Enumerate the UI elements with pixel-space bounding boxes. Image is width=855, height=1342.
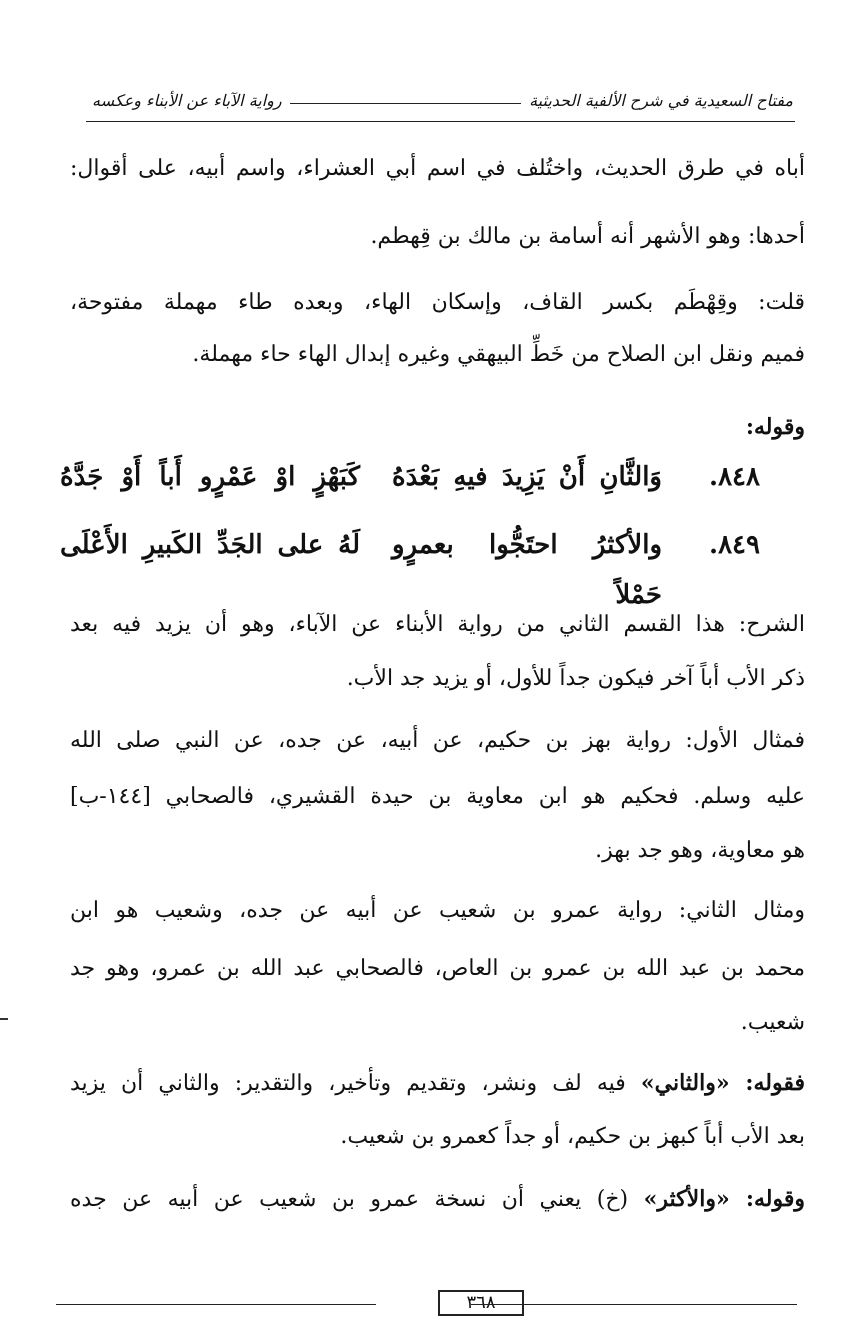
text-line xyxy=(70,1170,805,1228)
text-line: أحدها: وهو الأشهر أنه أسامة بن مالك بن قِهطم. xyxy=(370,224,805,249)
text-line: فمثال الأول: رواية بهز بن حكيم، عن أبيه، عن جده، عن النبي صلى الله xyxy=(70,728,805,753)
verse-second-hemistich: كَبَهْزٍ اوْ عَمْرٍو أَباً أَوْ جَدَّهُ xyxy=(60,462,360,492)
text-line: قلت: وقِهْطَم بكسر القاف، وإسكان الهاء، وبعده طاء مهملة مفتوحة، xyxy=(70,290,805,315)
verse-first-hemistich: وَالثَّانِ أَنْ يَزِيدَ فيهِ بَعْدَهُ xyxy=(392,462,662,492)
quoted-term: فقوله: «والثاني» xyxy=(640,1070,805,1096)
text-line: ومثال الثاني: رواية عمرو بن شعيب عن أبيه عن جده، وشعيب هو ابن xyxy=(70,898,805,923)
header-rule xyxy=(86,121,795,122)
margin-mark xyxy=(0,1018,8,1020)
text-line: الشرح: هذا القسم الثاني من رواية الأبناء عن الآباء، وهو أن يزيد فيه بعد xyxy=(70,612,805,637)
verse-intro: وقوله: xyxy=(745,414,805,440)
text-line: فميم ونقل ابن الصلاح من خَطِّ البيهقي وغيره إبدال الهاء حاء مهملة. xyxy=(192,342,805,367)
verse-number: ٨٤٩. xyxy=(709,530,760,560)
verse-second-hemistich: لَهُ على الجَدِّ الكَبيرِ الأَعْلَى xyxy=(60,530,360,560)
footer-rule-right xyxy=(471,1304,797,1305)
verse-849 xyxy=(60,520,760,610)
text-line: أباه في طرق الحديث، واختُلف في اسم أبي العشراء، واسم أبيه، على أقوال: xyxy=(70,156,805,181)
footer-rule-left xyxy=(56,1304,376,1305)
text-line: شعيب. xyxy=(740,1010,805,1035)
header-dash-rule xyxy=(290,103,521,104)
header-book-title: مفتاح السعيدية في شرح الألفية الحديثية xyxy=(529,90,793,110)
text-line: هو معاوية، وهو جد بهز. xyxy=(595,838,805,863)
running-header xyxy=(92,80,793,120)
page-footer xyxy=(56,1290,797,1320)
text-line: بعد الأب أباً كبهز بن حكيم، أو جداً كعمرو بن شعيب. xyxy=(340,1124,805,1149)
verse-848 xyxy=(60,452,760,502)
text-line: عليه وسلم. فحكيم هو ابن معاوية بن حيدة القشيري، فالصحابي [١٤٤-ب] xyxy=(70,784,805,809)
header-section-title: رواية الآباء عن الأبناء وعكسه xyxy=(92,90,282,110)
page-number: ٣٦٨ xyxy=(438,1290,524,1316)
text-line: ذكر الأب أباً آخر فيكون جداً للأول، أو يزيد جد الأب. xyxy=(346,666,805,691)
text-line xyxy=(70,1054,805,1112)
text-line: محمد بن عبد الله بن عمرو بن العاص، فالصحابي عبد الله بن عمرو، وهو جد xyxy=(70,956,805,981)
verse-number: ٨٤٨. xyxy=(709,462,760,492)
verse-first-hemistich: والأكثرُ احتَجُّوا بعمرٍو حَمْلاً xyxy=(392,530,662,610)
quoted-term: وقوله: «والأكثر» xyxy=(643,1186,805,1212)
text-run: فيه لف ونشر، وتقديم وتأخير، والتقدير: والثاني أن يزيد xyxy=(70,1071,641,1096)
text-run: (خ) يعني أن نسخة عمرو بن شعيب عن أبيه عن جده xyxy=(70,1187,644,1212)
